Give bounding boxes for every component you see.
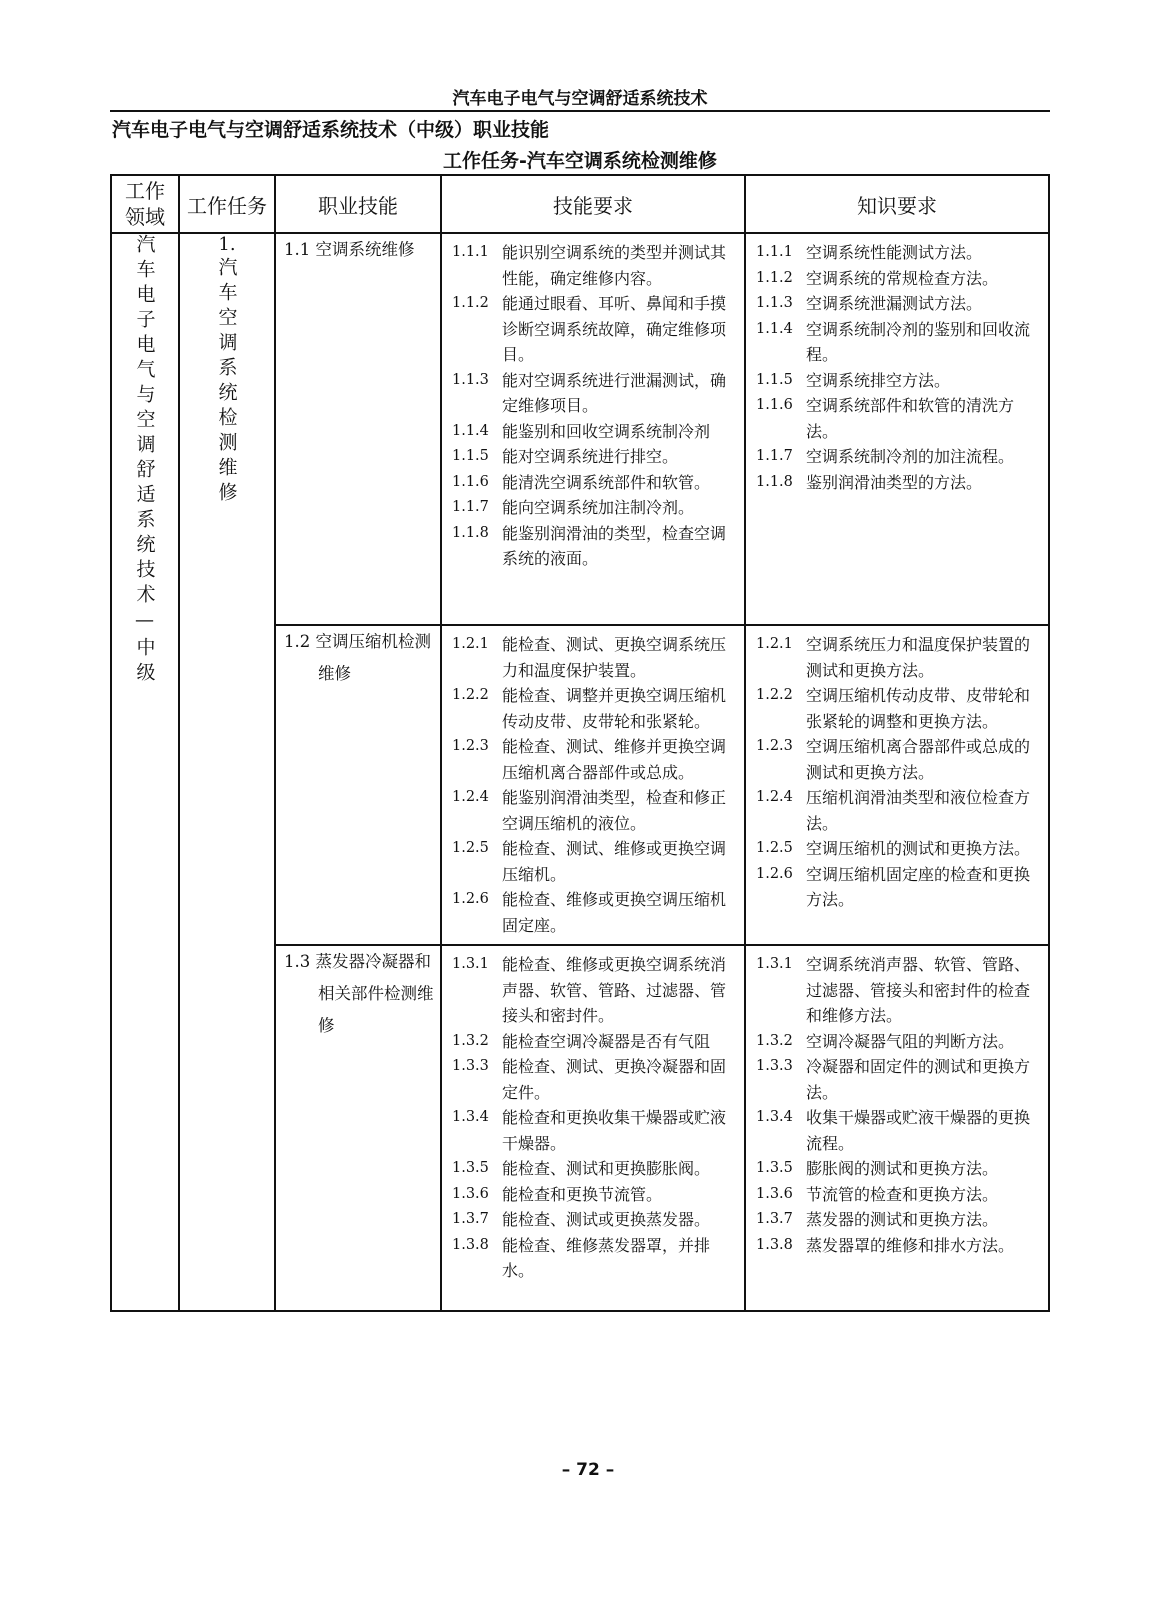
req-text: 能检查、测试或更换蒸发器。 bbox=[502, 1210, 711, 1229]
skill-req-cell-1-2 bbox=[441, 625, 745, 945]
table-row bbox=[111, 233, 1049, 625]
header-work-task: 工作任务 bbox=[179, 175, 275, 233]
req-text: 空调系统泄漏测试方法。 bbox=[806, 294, 983, 313]
req-text: 膨胀阀的测试和更换方法。 bbox=[806, 1159, 999, 1178]
skill-req-item bbox=[452, 1029, 738, 1055]
req-text: 空调系统制冷剂的加注流程。 bbox=[806, 447, 1015, 466]
req-number: 1.3.1 bbox=[452, 956, 489, 972]
req-number: 1.2.2 bbox=[756, 687, 793, 703]
skill-req-list bbox=[442, 946, 744, 1290]
skill-req-item bbox=[452, 1182, 738, 1208]
req-text: 空调压缩机固定座的检查和更换方法。 bbox=[806, 864, 1031, 909]
knowledge-req-item bbox=[756, 734, 1042, 785]
req-number: 1.1.3 bbox=[756, 295, 793, 311]
req-number: 1.2.5 bbox=[756, 840, 793, 856]
skill-req-item bbox=[452, 368, 738, 419]
skill-req-list bbox=[442, 234, 744, 578]
skill-req-item bbox=[452, 887, 738, 938]
skill-label: 1.3 蒸发器冷凝器和相关部件检测维修 bbox=[284, 952, 434, 1035]
req-text: 能清洗空调系统部件和软管。 bbox=[502, 472, 711, 492]
skill-cell-1-1 bbox=[275, 233, 441, 625]
skill-label: 1.1 空调系统维修 bbox=[284, 240, 415, 259]
req-number: 1.1.5 bbox=[756, 371, 793, 388]
req-number: 1.2.3 bbox=[756, 738, 793, 754]
req-number: 1.2.1 bbox=[452, 636, 489, 652]
knowledge-req-item bbox=[756, 1233, 1042, 1259]
skill-req-item bbox=[452, 683, 738, 734]
skill-req-item bbox=[452, 521, 738, 572]
req-number: 1.2.3 bbox=[452, 738, 489, 754]
header-work-field-line1: 工作 bbox=[125, 179, 165, 203]
req-text: 能鉴别和回收空调系统制冷剂 bbox=[502, 421, 711, 441]
skill-req-item bbox=[452, 1054, 738, 1105]
skill-req-item bbox=[452, 291, 738, 368]
skill-req-cell-1-3 bbox=[441, 945, 745, 1311]
req-text: 空调系统部件和软管的清洗方法。 bbox=[806, 396, 1015, 441]
skill-req-item bbox=[452, 785, 738, 836]
req-number: 1.2.4 bbox=[452, 789, 489, 805]
req-text: 鉴别润滑油类型的方法。 bbox=[806, 472, 983, 492]
skill-req-list bbox=[442, 626, 744, 944]
req-number: 1.1.2 bbox=[756, 269, 793, 286]
req-number: 1.3.8 bbox=[452, 1236, 489, 1253]
skill-req-item bbox=[452, 1156, 738, 1182]
req-text: 压缩机润滑油类型和液位检查方法。 bbox=[806, 788, 1031, 833]
knowledge-req-item bbox=[756, 444, 1042, 470]
knowledge-req-list bbox=[746, 626, 1048, 919]
req-number: 1.3.4 bbox=[452, 1109, 489, 1125]
req-text: 收集干燥器或贮液干燥器的更换流程。 bbox=[806, 1108, 1031, 1153]
req-text: 空调系统制冷剂的鉴别和回收流程。 bbox=[806, 319, 1031, 364]
skill-req-item bbox=[452, 632, 738, 683]
req-number: 1.2.6 bbox=[452, 891, 489, 907]
req-number: 1.1.3 bbox=[452, 371, 489, 388]
skill-req-item bbox=[452, 734, 738, 785]
knowledge-req-list bbox=[746, 946, 1048, 1264]
req-number: 1.3.4 bbox=[756, 1109, 793, 1125]
req-number: 1.1.4 bbox=[756, 320, 793, 337]
knowledge-req-item bbox=[756, 1029, 1042, 1055]
work-task-number: 1. bbox=[218, 234, 236, 255]
knowledge-req-cell-1-3 bbox=[745, 945, 1049, 1311]
page-number: – 72 – bbox=[561, 1460, 615, 1480]
header-knowledge-requirements: 知识要求 bbox=[745, 175, 1049, 233]
knowledge-req-item bbox=[756, 266, 1042, 292]
knowledge-req-item bbox=[756, 470, 1042, 496]
req-number: 1.2.2 bbox=[452, 687, 489, 703]
req-text: 空调系统性能测试方法。 bbox=[806, 243, 983, 262]
skill-cell-1-2 bbox=[275, 625, 441, 945]
req-number: 1.3.7 bbox=[756, 1211, 793, 1227]
req-number: 1.1.1 bbox=[756, 244, 793, 260]
knowledge-req-item bbox=[756, 952, 1042, 1029]
req-number: 1.3.1 bbox=[756, 956, 793, 972]
req-number: 1.1.4 bbox=[452, 422, 489, 439]
req-text: 能检查、调整并更换空调压缩机传动皮带、皮带轮和张紧轮。 bbox=[502, 686, 727, 731]
skill-req-item bbox=[452, 836, 738, 887]
knowledge-req-item bbox=[756, 291, 1042, 317]
req-number: 1.3.6 bbox=[756, 1185, 793, 1202]
skill-req-item bbox=[452, 470, 738, 496]
knowledge-req-item bbox=[756, 785, 1042, 836]
req-text: 能对空调系统进行排空。 bbox=[502, 447, 679, 466]
req-text: 冷凝器和固定件的测试和更换方法。 bbox=[806, 1057, 1031, 1102]
req-text: 能检查、测试、维修或更换空调压缩机。 bbox=[502, 839, 727, 884]
req-text: 空调冷凝器气阻的判断方法。 bbox=[806, 1031, 1015, 1051]
header-rule bbox=[110, 110, 1050, 112]
req-text: 能对空调系统进行泄漏测试，确定维修项目。 bbox=[502, 370, 727, 415]
req-text: 蒸发器的测试和更换方法。 bbox=[806, 1210, 999, 1229]
req-number: 1.2.5 bbox=[452, 840, 489, 856]
knowledge-req-item bbox=[756, 1182, 1042, 1208]
doc-title: 汽车电子电气与空调舒适系统技术（中级）职业技能 bbox=[112, 119, 550, 141]
req-text: 能检查和更换节流管。 bbox=[502, 1184, 663, 1204]
knowledge-req-item bbox=[756, 1054, 1042, 1105]
header-skill: 职业技能 bbox=[275, 175, 441, 233]
knowledge-req-item bbox=[756, 1156, 1042, 1182]
req-number: 1.3.2 bbox=[452, 1032, 489, 1049]
req-number: 1.3.3 bbox=[756, 1058, 793, 1074]
req-text: 能检查空调冷凝器是否有气阻 bbox=[502, 1031, 711, 1051]
skill-req-item bbox=[452, 952, 738, 1029]
req-number: 1.3.7 bbox=[452, 1211, 489, 1227]
req-text: 空调压缩机的测试和更换方法。 bbox=[806, 839, 1031, 858]
req-number: 1.1.7 bbox=[452, 499, 489, 515]
table-header-row bbox=[111, 175, 1049, 233]
req-number: 1.1.8 bbox=[452, 524, 489, 541]
req-number: 1.2.4 bbox=[756, 789, 793, 805]
knowledge-req-item bbox=[756, 1207, 1042, 1233]
header-work-field-line2: 领域 bbox=[125, 205, 165, 229]
req-number: 1.3.6 bbox=[452, 1185, 489, 1202]
req-number: 1.2.1 bbox=[756, 636, 793, 652]
knowledge-req-item bbox=[756, 836, 1042, 862]
req-text: 能鉴别润滑油类型，检查和修正空调压缩机的液位。 bbox=[502, 788, 727, 833]
req-number: 1.1.8 bbox=[756, 473, 793, 490]
req-number: 1.1.7 bbox=[756, 448, 793, 464]
req-number: 1.3.5 bbox=[452, 1160, 489, 1176]
knowledge-req-item bbox=[756, 1105, 1042, 1156]
req-text: 能检查、维修或更换空调压缩机固定座。 bbox=[502, 890, 727, 935]
req-number: 1.1.5 bbox=[452, 448, 489, 464]
req-number: 1.3.3 bbox=[452, 1058, 489, 1074]
req-number: 1.1.2 bbox=[452, 295, 489, 311]
req-text: 节流管的检查和更换方法。 bbox=[806, 1184, 999, 1204]
skill-req-cell-1-1 bbox=[441, 233, 745, 625]
req-number: 1.1.1 bbox=[452, 244, 489, 260]
req-text: 能检查、维修或更换空调系统消声器、软管、管路、过滤器、管接头和密封件。 bbox=[502, 955, 727, 1025]
req-text: 能检查和更换收集干燥器或贮液干燥器。 bbox=[502, 1108, 727, 1153]
req-text: 蒸发器罩的维修和排水方法。 bbox=[806, 1235, 1015, 1255]
req-text: 能识别空调系统的类型并测试其性能，确定维修内容。 bbox=[502, 243, 727, 288]
knowledge-req-item bbox=[756, 393, 1042, 444]
skill-req-item bbox=[452, 1105, 738, 1156]
req-text: 能检查、维修蒸发器罩，并排水。 bbox=[502, 1235, 711, 1280]
work-task-cell bbox=[179, 233, 275, 1311]
req-text: 空调压缩机传动皮带、皮带轮和张紧轮的调整和更换方法。 bbox=[806, 686, 1031, 731]
knowledge-req-item bbox=[756, 683, 1042, 734]
skill-req-item bbox=[452, 240, 738, 291]
req-text: 空调压缩机离合器部件或总成的测试和更换方法。 bbox=[806, 737, 1031, 782]
skill-req-item bbox=[452, 1233, 738, 1284]
req-text: 空调系统压力和温度保护装置的测试和更换方法。 bbox=[806, 635, 1031, 680]
skill-req-item bbox=[452, 495, 738, 521]
req-text: 空调系统排空方法。 bbox=[806, 370, 951, 390]
req-number: 1.3.5 bbox=[756, 1160, 793, 1176]
header-skill-requirements: 技能要求 bbox=[441, 175, 745, 233]
req-text: 空调系统的常规检查方法。 bbox=[806, 268, 999, 288]
running-header: 汽车电子电气与空调舒适系统技术 bbox=[452, 89, 708, 109]
knowledge-req-list bbox=[746, 234, 1048, 501]
skill-req-item bbox=[452, 419, 738, 445]
skill-cell-1-3 bbox=[275, 945, 441, 1311]
req-text: 空调系统消声器、软管、管路、过滤器、管接头和密封件的检查和维修方法。 bbox=[806, 955, 1031, 1025]
req-text: 能检查、测试、更换空调系统压力和温度保护装置。 bbox=[502, 635, 727, 680]
knowledge-req-item bbox=[756, 862, 1042, 913]
knowledge-req-cell-1-1 bbox=[745, 233, 1049, 625]
work-task-text: 汽车空调系统检测维修 bbox=[215, 257, 238, 507]
req-number: 1.1.6 bbox=[452, 473, 489, 490]
req-number: 1.3.8 bbox=[756, 1236, 793, 1253]
req-text: 能检查、测试和更换膨胀阀。 bbox=[502, 1159, 711, 1178]
req-text: 能通过眼看、耳听、鼻闻和手摸诊断空调系统故障，确定维修项目。 bbox=[502, 294, 727, 364]
work-field-cell bbox=[111, 233, 179, 1311]
req-number: 1.3.2 bbox=[756, 1032, 793, 1049]
skill-label: 1.2 空调压缩机检测维修 bbox=[284, 632, 431, 683]
req-text: 能检查、测试、更换冷凝器和固定件。 bbox=[502, 1057, 727, 1102]
skill-req-item bbox=[452, 1207, 738, 1233]
header-work-field bbox=[111, 175, 179, 233]
knowledge-req-item bbox=[756, 368, 1042, 394]
req-text: 能向空调系统加注制冷剂。 bbox=[502, 498, 695, 517]
knowledge-req-item bbox=[756, 240, 1042, 266]
task-subtitle: 工作任务-汽车空调系统检测维修 bbox=[443, 150, 717, 172]
skill-req-item bbox=[452, 444, 738, 470]
req-number: 1.1.6 bbox=[756, 397, 793, 413]
work-field-text: 汽车电子电气与空调舒适系统技术—中级 bbox=[133, 234, 156, 687]
knowledge-req-cell-1-2 bbox=[745, 625, 1049, 945]
knowledge-req-item bbox=[756, 632, 1042, 683]
req-text: 能检查、测试、维修并更换空调压缩机离合器部件或总成。 bbox=[502, 737, 727, 782]
req-number: 1.2.6 bbox=[756, 865, 793, 882]
req-text: 能鉴别润滑油的类型，检查空调系统的液面。 bbox=[502, 523, 727, 568]
knowledge-req-item bbox=[756, 317, 1042, 368]
skills-table bbox=[110, 174, 1050, 1312]
